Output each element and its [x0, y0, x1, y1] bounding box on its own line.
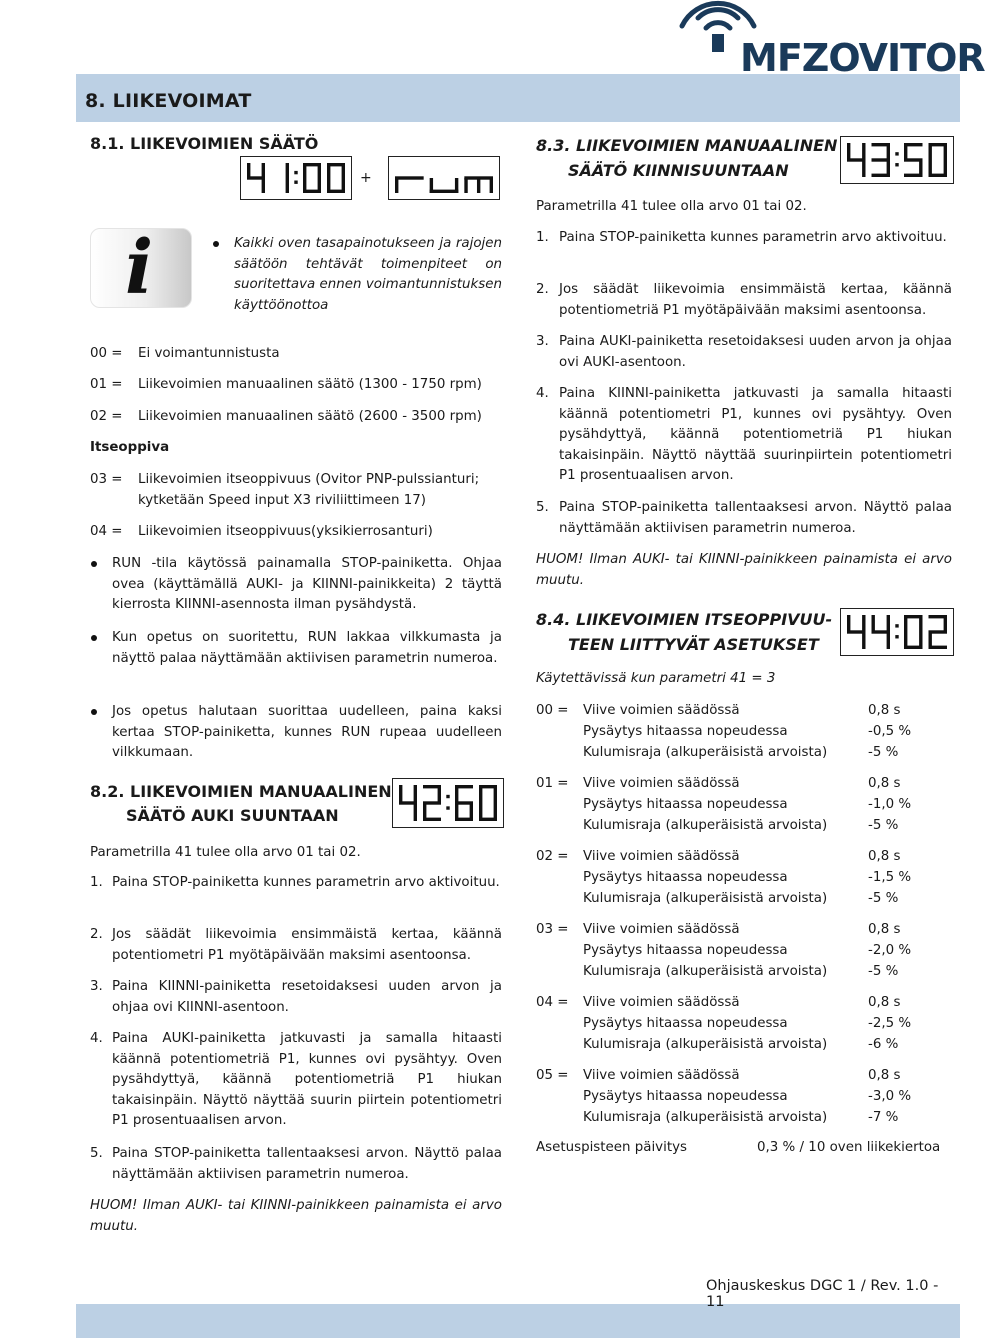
- setting-value: -3,0 %: [868, 1089, 912, 1104]
- bullet-text: RUN -tila käytössä painamalla STOP-painiketta. Ohjaa ovea (käyttämällä AUKI- ja KIINNI-painikkeita) 2 täyttä kierrosta KIINNI-asennosta ilman pysähdystä.: [112, 556, 502, 612]
- setting-value: 0,8 s: [868, 1068, 901, 1083]
- step-number: 2.: [536, 282, 549, 297]
- step-text: Paina KIINNI-painiketta jatkuvasti ja samalla hitaasti käännä potentiometri P1, kunnes ovi pysähtyy. Oven pysähdyttyä, käännä potentiometriä P1 hiukan takaisinpäin. Näyttö näyttää suurinpiirtein potentiometri P1 prosentuaalisen arvon.: [559, 386, 952, 483]
- footer-text: Ohjauskeskus DGC 1 / Rev. 1.0 - 11: [706, 1278, 939, 1310]
- step-number: 1.: [90, 875, 103, 890]
- setting-value: -2,5 %: [868, 1016, 912, 1031]
- step-text: Paina STOP-painiketta kunnes parametrin arvo aktivoituu.: [112, 875, 500, 890]
- setting-value: 0,8 s: [868, 995, 901, 1010]
- list-text: Liikevoimien itseoppivuus(yksikierrosanturi): [138, 524, 433, 539]
- info-text: Kaikki oven tasapainotukseen ja rajojen säätöön tehtävät toimenpiteet on suoritettava ennen voimantunnistuksen käyttöönottoa: [234, 236, 502, 313]
- step-number: 4.: [90, 1031, 103, 1046]
- note-text: HUOM! Ilman AUKI- tai KIINNI-painikkeen painamista ei arvo muutu.: [536, 552, 952, 588]
- setting-label: Pysäytys hitaassa nopeudessa: [583, 870, 788, 885]
- list-text: Ei voimantunnistusta: [138, 346, 280, 361]
- bullet-text: Jos opetus halutaan suorittaa uudelleen, paina kaksi kertaa STOP-painiketta, kunnes RUN rupeaa uudelleen vilkkumaan.: [112, 704, 502, 760]
- setting-label: Viive voimien säädössä: [583, 776, 740, 791]
- setting-value: 0,8 s: [868, 849, 901, 864]
- setting-label: Kulumisraja (alkuperäisistä arvoista): [583, 1110, 828, 1125]
- setting-label: Pysäytys hitaassa nopeudessa: [583, 943, 788, 958]
- bullet-dot: [213, 241, 219, 247]
- setting-label: Kulumisraja (alkuperäisistä arvoista): [583, 818, 828, 833]
- bullet-dot: [91, 561, 97, 567]
- setting-value: -1,0 %: [868, 797, 912, 812]
- intro-text: Käytettävissä kun parametri 41 = 3: [536, 671, 776, 686]
- setting-label: Pysäytys hitaassa nopeudessa: [583, 1089, 788, 1104]
- sec82-heading-2: SÄÄTÖ AUKI SUUNTAAN: [126, 806, 339, 825]
- setting-label: Kulumisraja (alkuperäisistä arvoista): [583, 745, 828, 760]
- list-code: 01 =: [90, 377, 123, 392]
- sec84-heading-2: TEEN LIITTYVÄT ASETUKSET: [568, 635, 819, 654]
- page-title: 8. LIIKEVOIMAT: [85, 90, 252, 112]
- setting-value: -7 %: [868, 1110, 899, 1125]
- list-text: Liikevoimien manuaalinen säätö (2600 - 3500 rpm): [138, 409, 482, 424]
- sec83-heading-2: SÄÄTÖ KIINNISUUNTAAN: [568, 161, 789, 180]
- setting-label: Viive voimien säädössä: [583, 922, 740, 937]
- setting-code: 02 =: [536, 849, 569, 864]
- setting-label: Kulumisraja (alkuperäisistä arvoista): [583, 1037, 828, 1052]
- list-code: 04 =: [90, 524, 123, 539]
- setting-value: -6 %: [868, 1037, 899, 1052]
- lcd-display: [240, 156, 352, 200]
- bullet-dot: [91, 709, 97, 715]
- setting-label: Pysäytys hitaassa nopeudessa: [583, 1016, 788, 1031]
- setting-label: Viive voimien säädössä: [583, 1068, 740, 1083]
- setting-label: Viive voimien säädössä: [583, 703, 740, 718]
- list-text: Liikevoimien manuaalinen säätö (1300 - 1750 rpm): [138, 377, 482, 392]
- step-text: Paina STOP-painiketta tallentaaksesi arvon. Näyttö palaa näyttämään aktiivisen parametrin numeroa.: [559, 500, 952, 536]
- intro-text: Parametrilla 41 tulee olla arvo 01 tai 02.: [90, 845, 361, 860]
- info-box: [90, 225, 192, 311]
- step-number: 3.: [90, 979, 103, 994]
- setting-value: -5 %: [868, 745, 899, 760]
- lcd-display: [388, 156, 500, 200]
- step-text: Jos säädät liikevoimia ensimmäistä kertaa, käännä potentiometri P1 myötäpäivään maksimi asentoonsa.: [112, 927, 502, 963]
- lcd-display: [392, 778, 504, 828]
- logo-text: MFZOVITOR: [740, 36, 985, 80]
- info-icon: i: [125, 225, 154, 311]
- setting-code: 01 =: [536, 776, 569, 791]
- setting-value: -1,5 %: [868, 870, 912, 885]
- setting-label: Kulumisraja (alkuperäisistä arvoista): [583, 964, 828, 979]
- setting-code: 03 =: [536, 922, 569, 937]
- list-text: Liikevoimien itseoppivuus (Ovitor PNP-pulssianturi; kytketään Speed input X3 riviliittimeen 17): [138, 472, 480, 508]
- setting-label: Pysäytys hitaassa nopeudessa: [583, 797, 788, 812]
- step-number: 3.: [536, 334, 549, 349]
- plus-sign: +: [360, 170, 372, 186]
- subheading: Itseoppiva: [90, 440, 170, 455]
- setting-value: 0,8 s: [868, 922, 901, 937]
- step-text: Paina AUKI-painiketta jatkuvasti ja samalla hitaasti käännä potentiometriä P1, kunnes ovi pysähtyy. Oven pysähdyttyä, käännä potentiometriä P1 hiukan takaisinpäin. Näyttö näyttää suurin piirtein potentiometri P1 prosentuaalisen arvon.: [112, 1031, 502, 1128]
- step-text: Paina AUKI-painiketta resetoidaksesi uuden arvon ja ohjaa ovi AUKI-asentoon.: [559, 334, 952, 370]
- step-number: 5.: [536, 500, 549, 515]
- bullet-text: Kun opetus on suoritettu, RUN lakkaa vilkkumasta ja näyttö palaa näyttämään aktiivisen parametrin numeroa.: [112, 630, 502, 666]
- sec81-heading: 8.1. LIIKEVOIMIEN SÄÄTÖ: [90, 134, 319, 153]
- sec83-heading: 8.3. LIIKEVOIMIEN MANUAALINEN: [536, 136, 838, 155]
- sec84-heading: 8.4. LIIKEVOIMIEN ITSEOPPIVUU-: [536, 610, 833, 629]
- step-text: Paina KIINNI-painiketta resetoidaksesi uuden arvon ja ohjaa ovi KIINNI-asentoon.: [112, 979, 502, 1015]
- setting-value: -5 %: [868, 818, 899, 833]
- lcd-display: [840, 136, 954, 184]
- step-number: 2.: [90, 927, 103, 942]
- setting-value: 0,8 s: [868, 776, 901, 791]
- note-text: HUOM! Ilman AUKI- tai KIINNI-painikkeen painamista ei arvo muutu.: [90, 1198, 502, 1234]
- setting-value: -5 %: [868, 964, 899, 979]
- list-code: 00 =: [90, 346, 123, 361]
- step-number: 5.: [90, 1146, 103, 1161]
- setting-value: -0,5 %: [868, 724, 912, 739]
- setting-label: Viive voimien säädössä: [583, 849, 740, 864]
- intro-text: Parametrilla 41 tulee olla arvo 01 tai 02.: [536, 199, 807, 214]
- setting-code: 05 =: [536, 1068, 569, 1083]
- sec82-heading: 8.2. LIIKEVOIMIEN MANUAALINEN: [90, 782, 392, 801]
- step-text: Paina STOP-painiketta tallentaaksesi arvon. Näyttö palaa näyttämään aktiivisen parametrin numeroa.: [112, 1146, 502, 1182]
- setting-value: 0,8 s: [868, 703, 901, 718]
- step-text: Paina STOP-painiketta kunnes parametrin arvo aktivoituu.: [559, 230, 947, 245]
- setting-value: -2,0 %: [868, 943, 912, 958]
- setpoint-label: Asetuspisteen päivitys: [536, 1140, 687, 1155]
- setting-label: Pysäytys hitaassa nopeudessa: [583, 724, 788, 739]
- list-code: 02 =: [90, 409, 123, 424]
- lcd-display: [840, 608, 954, 656]
- setting-code: 00 =: [536, 703, 569, 718]
- list-code: 03 =: [90, 472, 123, 487]
- step-number: 4.: [536, 386, 549, 401]
- setpoint-value: 0,3 % / 10 oven liikekiertoa: [757, 1140, 941, 1155]
- step-text: Jos säädät liikevoimia ensimmäistä kertaa, käännä potentiometriä P1 myötäpäivään maksimi asentoonsa.: [559, 282, 952, 318]
- step-number: 1.: [536, 230, 549, 245]
- bullet-dot: [91, 635, 97, 641]
- setting-label: Viive voimien säädössä: [583, 995, 740, 1010]
- setting-code: 04 =: [536, 995, 569, 1010]
- setting-label: Kulumisraja (alkuperäisistä arvoista): [583, 891, 828, 906]
- setting-value: -5 %: [868, 891, 899, 906]
